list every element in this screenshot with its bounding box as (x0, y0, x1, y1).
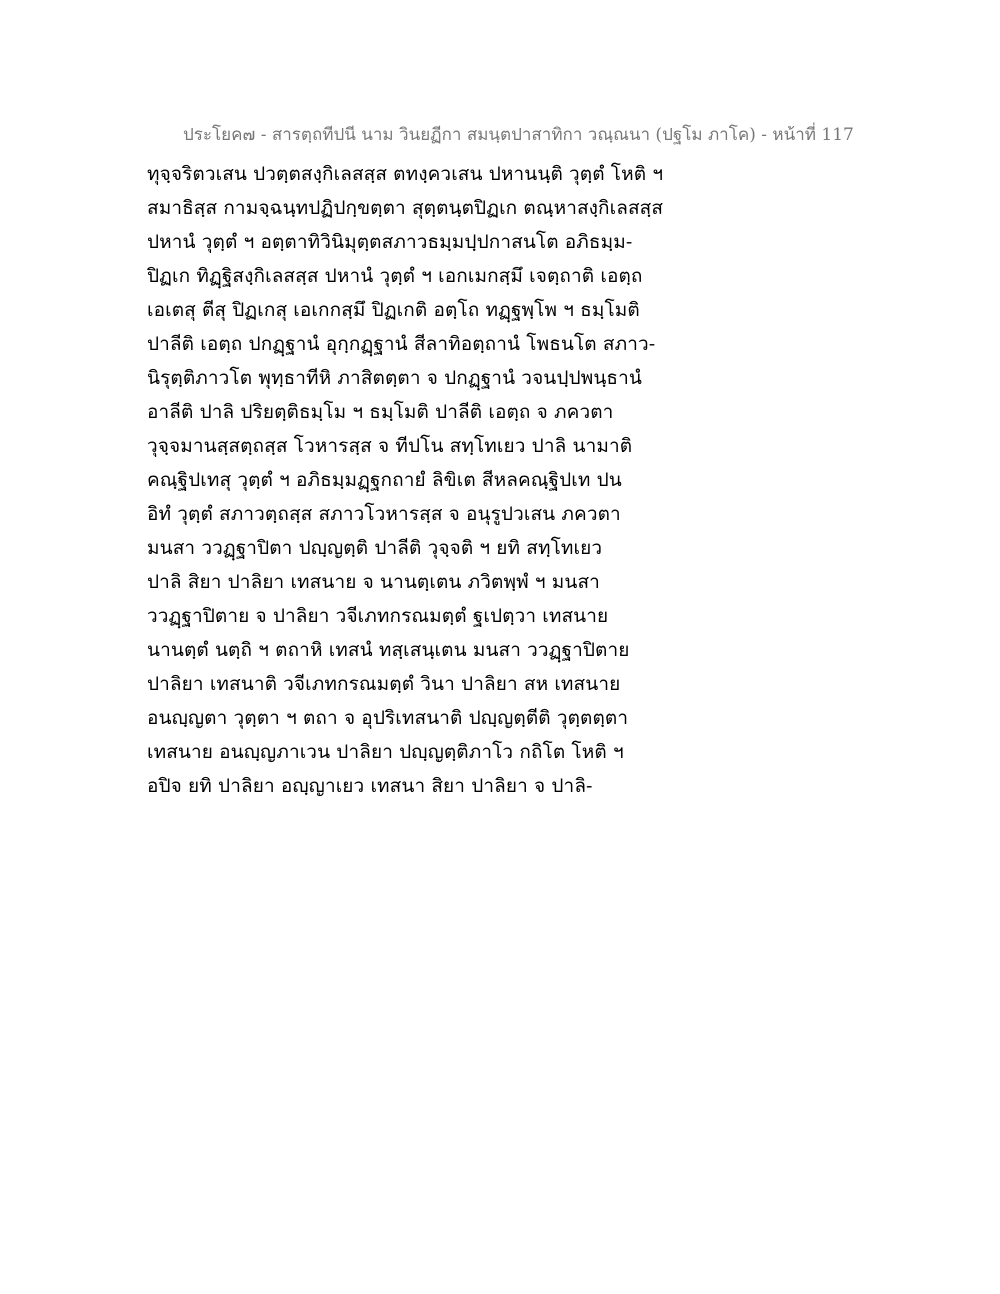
text-line: มนสา ววฏฺฐาปิตา ปญฺญตฺติ ปาลีติ วุจฺจติ ฯ ยทิ สทฺโทเยว (147, 537, 603, 559)
text-line: อาลีติ ปาลิ ปริยตฺติธมฺโม ฯ ธมฺโมติ ปาลีติ เอตฺถ จ ภควตา (147, 401, 614, 423)
text-line: ทุจฺจริตวเสน ปวตฺตสงฺกิเลสสฺส ตทงฺควเสน ปหานนฺติ วุตฺตํ โหติ ฯ (147, 163, 664, 185)
text-line: สมาธิสฺส กามจฺฉนฺทปฏิปกฺขตฺตา สุตฺตนฺตปิฏเก ตณฺหาสงฺกิเลสสฺส (147, 197, 664, 219)
body-text (147, 157, 687, 803)
text-line: เทสนาย อนญฺญภาเวน ปาลิยา ปญฺญตฺติภาโว กถิโต โหติ ฯ (147, 741, 624, 763)
text-line: คณฺฐิปเทสุ วุตฺตํ ฯ อภิธมฺมฏฺฐกถายํ ลิขิเต สีหลคณฺฐิปเท ปน (147, 469, 622, 491)
text-line: วุจฺจมานสฺสตฺถสฺส โวหารสฺส จ ทีปโน สทฺโทเยว ปาลิ นามาติ (147, 435, 633, 457)
text-line: นานตฺตํ นตฺถิ ฯ ตถาหิ เทสนํ ทสฺเสนฺเตน มนสา ววฏฺฐาปิตาย (147, 639, 630, 661)
running-header: ประโยค๗ - สารตฺถทีปนี นาม วินยฏีกา สมนฺตปาสาทิกา วณฺณนา (ปฐโม ภาโค) - หน้าที่ 117 (183, 125, 854, 145)
text-line: ปหานํ วุตฺตํ ฯ อตฺตาทิวินิมุตฺตสภาวธมฺมปฺปกาสนโต อภิธมฺม- (147, 231, 633, 253)
text-line: อนญฺญตา วุตฺตา ฯ ตถา จ อุปริเทสนาติ ปญฺญตฺตีติ วุตฺตตฺตา (147, 707, 629, 729)
text-line: ปาลิยา เทสนาติ วจีเภทกรณมตฺตํ วินา ปาลิยา สห เทสนาย (147, 673, 621, 695)
text-line: ววฏฺฐาปิตาย จ ปาลิยา วจีเภทกรณมตฺตํ ฐเปตฺวา เทสนาย (147, 605, 609, 627)
text-line: เอเตสุ ตีสุ ปิฏเกสุ เอเกกสฺมึ ปิฏเกติ อตฺโถ ทฏฺฐพฺโพ ฯ ธมฺโมติ (147, 299, 640, 321)
text-line: อิทํ วุตฺตํ สภาวตฺถสฺส สภาวโวหารสฺส จ อนุรูปวเสน ภควตา (147, 503, 621, 525)
text-line: ปาลิ สิยา ปาลิยา เทสนาย จ นานตฺเตน ภวิตพฺพํ ฯ มนสา (147, 571, 600, 593)
text-line: นิรุตฺติภาวโต พุทฺธาทีหิ ภาสิตตฺตา จ ปกฏฺฐานํ วจนปฺปพนฺธานํ (147, 367, 642, 389)
text-line: ปาลีติ เอตฺถ ปกฏฺฐานํ อุกฺกฏฺฐานํ สีลาทิอตฺถานํ โพธนโต สภาว- (147, 333, 656, 355)
text-line: อปิจ ยทิ ปาลิยา อญฺญาเยว เทสนา สิยา ปาลิยา จ ปาลิ- (147, 775, 593, 797)
text-line: ปิฏเก ทิฏฺฐิสงฺกิเลสสฺส ปหานํ วุตฺตํ ฯ เอกเมกสฺมึ เจตฺถาติ เอตฺถ (147, 265, 643, 287)
